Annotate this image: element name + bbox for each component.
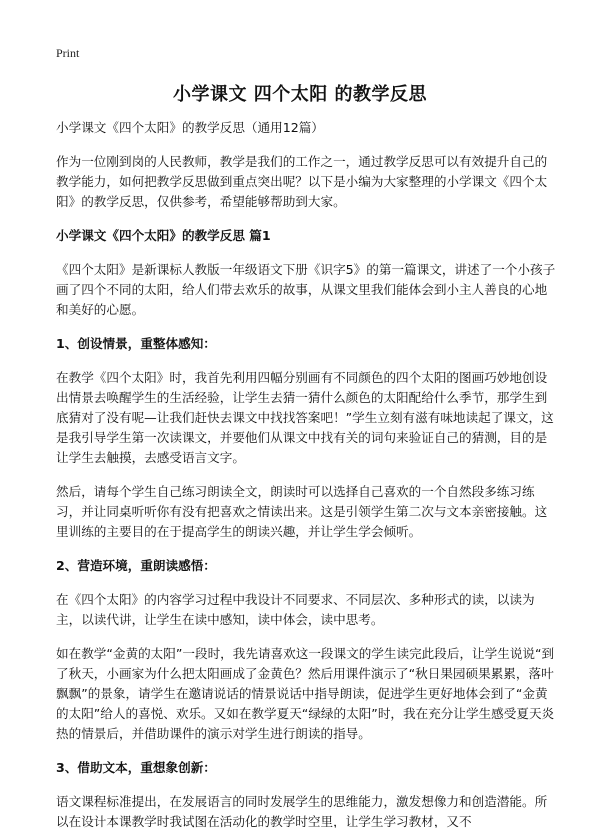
page-title: 小学课文 四个太阳 的教学反思 [172, 84, 428, 105]
section-paragraph: 《四个太阳》是新课标人教版一年级语文下册《识字5》的第一篇课文，讲述了一个小孩子画了四个不同的太阳，给人们带去欢乐的故事，从课文里我们能体会到小主人善良的心地和美好的心愿。 [56, 262, 556, 317]
paragraph-2b: 如在教学“金黄的太阳”一段时，我先请喜欢这一段课文的学生读完此段后，让学生说说“到了秋天，小画家为什么把太阳画成了金黄色？然后用课件演示了“秋日果园硕果累累，落叶飘飘”的景象，请学生在邀请说话的情景说话中指导朗读，促进学生更好地体会到了“金黄的太阳”给人的喜悦、欢乐。又如在教学夏天“绿绿的太阳”时，我在充分让学生感受夏天炎热的情景后，并借助课件的演示对学生进行朗读的指导。 [56, 646, 555, 741]
heading-1: 1、创设情景，重整体感知： [56, 336, 216, 351]
document-body [56, 118, 556, 828]
paragraph-1b: 然后，请每个学生自己练习朗读全文，朗读时可以选择自己喜欢的一个自然段多练习练习，并让同桌听听你有没有把喜欢之情读出来。这是引领学生第二次与文本亲密接触。这里训练的主要目的在于提高学生的朗读兴趣，并让学生学会倾听。 [56, 484, 548, 539]
heading-2: 2、营造环境，重朗读感悟： [56, 558, 216, 573]
section-heading: 小学课文《四个太阳》的教学反思 篇1 [56, 228, 271, 243]
print-link[interactable]: Print [56, 46, 80, 60]
document-subtitle: 小学课文《四个太阳》的教学反思（通用12篇） [56, 120, 324, 135]
heading-3: 3、借助文本，重想象创新： [56, 760, 216, 775]
paragraph-3a: 语文课程标准提出，在发展语言的同时发展学生的思维能力，激发想像力和创造潜能。所以在设计本课教学时我试图在活动化的教学时空里，让学生学习教材，又不 [56, 794, 548, 828]
paragraph-1a: 在教学《四个太阳》时，我首先利用四幅分别画有不同颜色的四个太阳的图画巧妙地创设出情景去唤醒学生的生活经验，让学生去猜一猜什么颜色的太阳配给什么季节，那学生到底猜对了没有呢—让我们赶快去课文中找找答案吧！”学生立刻有滋有味地读起了课文，这是我引导学生第一次读课文，并要他们从课文中找有关的词句来验证自己的猜测，目的是让学生去触摸，去感受语言文字。 [56, 370, 554, 465]
intro-paragraph: 作为一位刚到岗的人民教师，教学是我们的工作之一，通过教学反思可以有效提升自己的教学能力，如何把教学反思做到重点突出呢？以下是小编为大家整理的小学课文《四个太阳》的教学反思，仅供参考，希望能够帮助到大家。 [56, 154, 548, 209]
paragraph-2a: 在《四个太阳》的内容学习过程中我设计不同要求、不同层次、多种形式的读，以读为主，以读代讲，让学生在读中感知，读中体会，读中思考。 [56, 592, 535, 627]
